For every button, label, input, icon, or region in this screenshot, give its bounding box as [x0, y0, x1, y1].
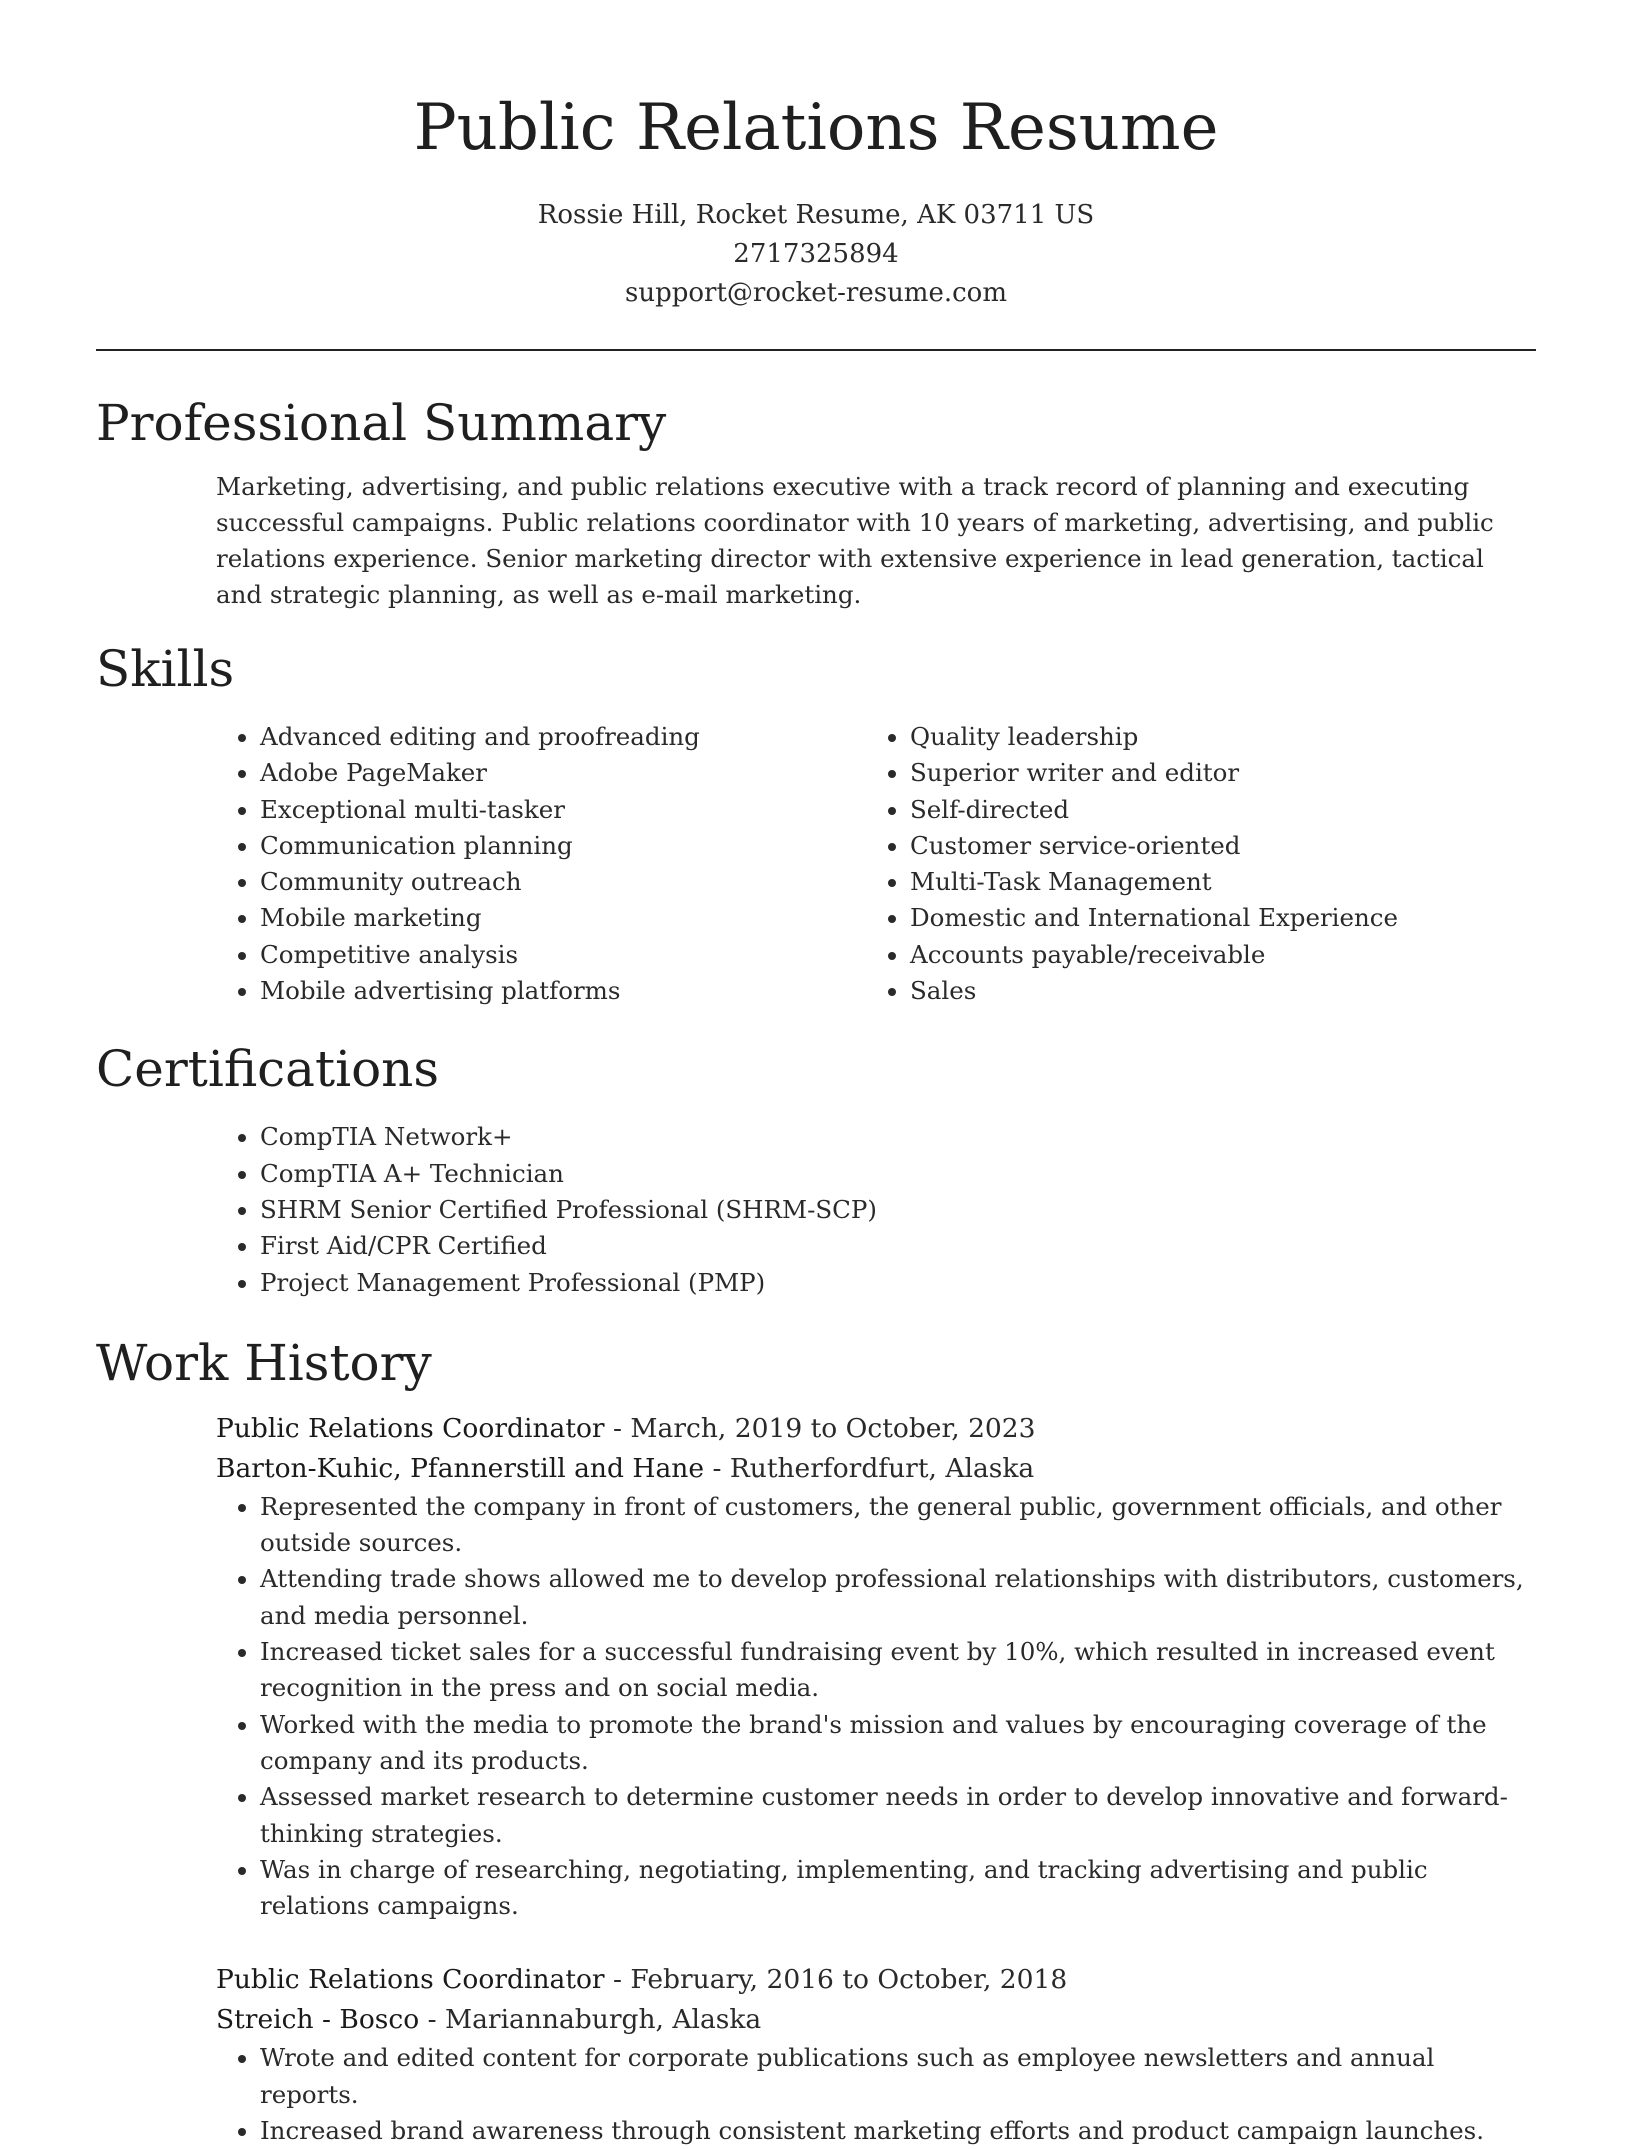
skills-section [96, 637, 1536, 1009]
header-divider [96, 349, 1536, 351]
job-entry [216, 1409, 1536, 1925]
certifications-heading: Certifications [96, 1040, 440, 1099]
skill-item: • Adobe PageMaker [260, 755, 866, 791]
contact-phone: 2717325894 [733, 239, 899, 269]
skill-item: • Quality leadership [910, 719, 1516, 755]
job-bullet: • Wrote and edited content for corporate publications such as employee newsletters and annual reports. [260, 2040, 1536, 2113]
skill-item: • Multi-Task Management [910, 864, 1516, 900]
job-bullet: • Attending trade shows allowed me to develop professional relationships with distributors, customers, and media personnel. [260, 1561, 1536, 1634]
skills-heading: Skills [96, 640, 235, 698]
certification-item: • CompTIA Network+ [260, 1119, 1536, 1155]
summary-heading: Professional Summary [96, 394, 667, 452]
skill-item: • Accounts payable/receivable [910, 937, 1516, 973]
skill-item: • Domestic and International Experience [910, 900, 1516, 936]
job-entry [216, 1960, 1536, 2149]
certifications-section [96, 1037, 1536, 1300]
certification-item: • CompTIA A+ Technician [260, 1156, 1536, 1192]
skill-item: • Community outreach [260, 864, 866, 900]
job-location: - Rutherfordfurt, Alaska [704, 1452, 1035, 1484]
summary-text: Marketing, advertising, and public relations executive with a track record of planning and executing successful campaigns. Public relations coordinator with 10 years of marketing, advertising, and public relations experience. Senior marketing director with extensive experience in lead generation, tactical and strategic planning, as well as e-mail marketing. [216, 472, 1494, 609]
job-title: Public Relations Coordinator [216, 1412, 605, 1444]
job-dates: - February, 2016 to October, 2018 [604, 1964, 1068, 1996]
skill-item: • Competitive analysis [260, 937, 866, 973]
resume-header [96, 0, 1536, 313]
job-company-line [216, 2000, 1536, 2040]
skill-item: • Advanced editing and proofreading [260, 719, 866, 755]
job-title: Public Relations Coordinator [216, 1964, 605, 1996]
job-title-line [216, 1409, 1536, 1449]
skill-item: • Communication planning [260, 828, 866, 864]
resume-title: Public Relations Resume [413, 91, 1219, 165]
skill-item: • Self-directed [910, 792, 1516, 828]
work-history-heading: Work History [96, 1333, 432, 1392]
job-dates: - March, 2019 to October, 2023 [604, 1412, 1036, 1444]
job-company: Barton-Kuhic, Pfannerstill and Hane [216, 1452, 705, 1484]
job-bullet: • Increased brand awareness through consistent marketing efforts and product campaign launches. [260, 2113, 1536, 2149]
certification-item: • First Aid/CPR Certified [260, 1228, 1536, 1264]
contact-address: Rossie Hill, Rocket Resume, AK 03711 US [537, 200, 1095, 230]
job-title-line [216, 1960, 1536, 2000]
certification-item: • Project Management Professional (PMP) [260, 1265, 1536, 1301]
job-bullet: • Increased ticket sales for a successful fundraising event by 10%, which resulted in increased event recognition in the press and on social media. [260, 1634, 1536, 1707]
job-bullet: • Represented the company in front of customers, the general public, government officials, and other outside sources. [260, 1489, 1536, 1562]
skill-item: • Customer service-oriented [910, 828, 1516, 864]
job-bullet: • Was in charge of researching, negotiating, implementing, and tracking advertising and public relations campaigns. [260, 1852, 1536, 1925]
job-company: Streich - Bosco [216, 2004, 420, 2036]
skill-item: • Exceptional multi-tasker [260, 792, 866, 828]
resume-page [96, 0, 1536, 2149]
skill-item: • Mobile advertising platforms [260, 973, 866, 1009]
certification-item: • SHRM Senior Certified Professional (SHRM-SCP) [260, 1192, 1536, 1228]
skill-item: • Sales [910, 973, 1516, 1009]
skill-item: • Superior writer and editor [910, 755, 1516, 791]
contact-email: support@rocket-resume.com [624, 278, 1007, 308]
skills-column-left [216, 719, 866, 1009]
job-bullet: • Assessed market research to determine customer needs in order to develop innovative and forward-thinking strategies. [260, 1779, 1536, 1852]
job-location: - Mariannaburgh, Alaska [419, 2004, 762, 2036]
job-company-line [216, 1449, 1536, 1489]
skills-column-right [866, 719, 1516, 1009]
work-history-section [96, 1331, 1536, 2149]
summary-section [96, 391, 1536, 613]
skill-item: • Mobile marketing [260, 900, 866, 936]
job-bullet: • Worked with the media to promote the brand's mission and values by encouraging coverage of the company and its products. [260, 1707, 1536, 1780]
